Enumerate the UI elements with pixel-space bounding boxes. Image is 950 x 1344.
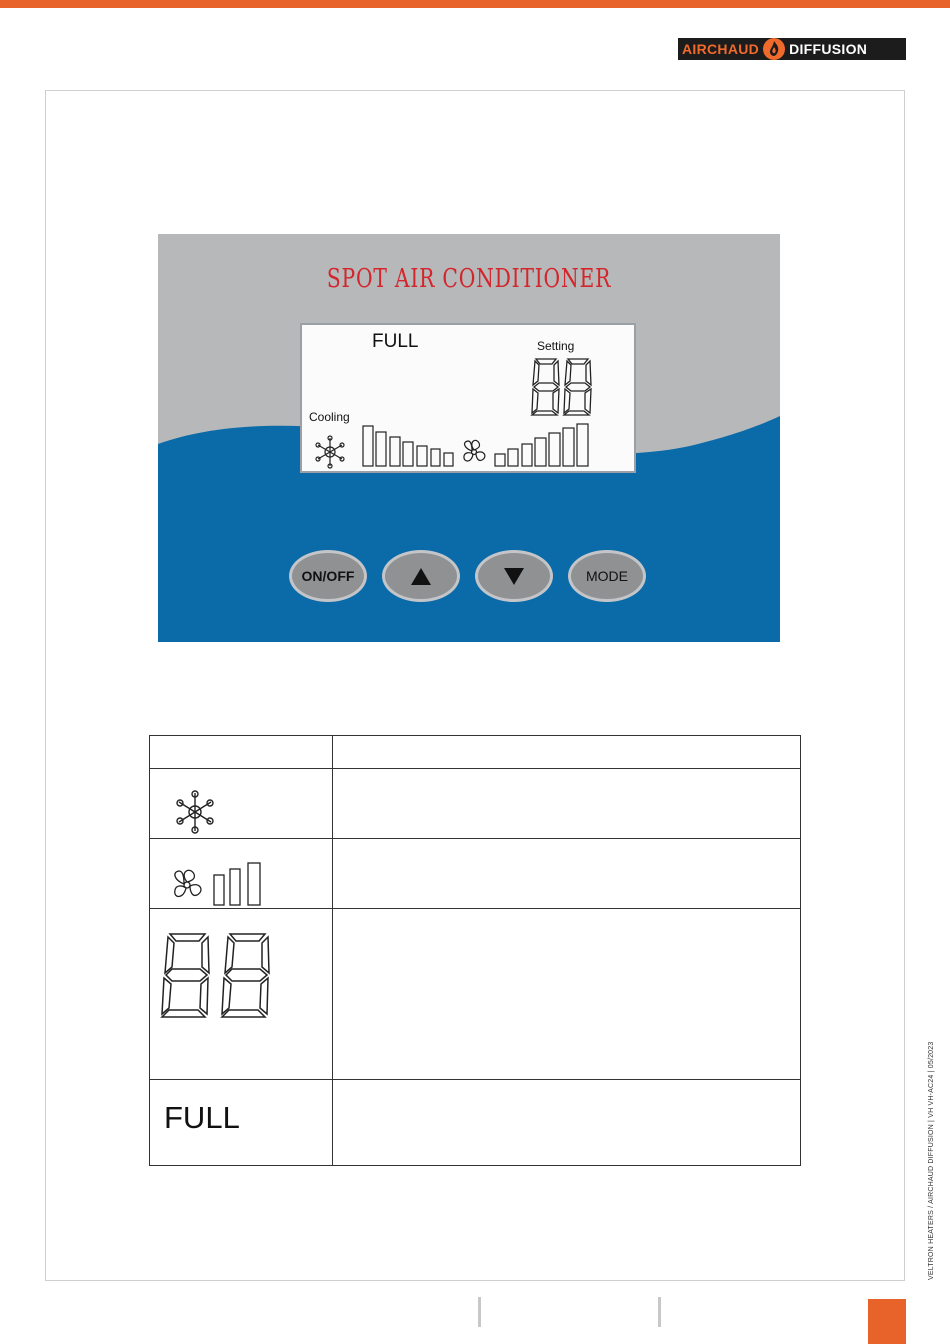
- table-header-row: [150, 736, 801, 769]
- mode-label: MODE: [586, 568, 628, 584]
- table-row: [150, 909, 801, 1080]
- lcd-full-label: FULL: [372, 331, 419, 352]
- top-accent-bar: [0, 0, 950, 8]
- footer-separator: [658, 1297, 661, 1327]
- on-off-button[interactable]: [289, 550, 367, 602]
- table-row: [150, 839, 801, 909]
- table-row: [150, 1080, 801, 1166]
- lcd-digit-1: [532, 359, 559, 415]
- table-header-cell: [332, 736, 800, 769]
- lcd-graphics: [302, 325, 634, 471]
- up-button[interactable]: [382, 550, 460, 602]
- legend-full-label: FULL: [164, 1100, 240, 1135]
- legend-icon-cell: [150, 909, 333, 1080]
- lcd-left-bars: [363, 426, 453, 466]
- down-arrow-icon: [504, 568, 524, 585]
- lcd-fan-icon: [464, 440, 485, 461]
- footer-separator: [478, 1297, 481, 1327]
- flame-logo-icon: [762, 37, 786, 61]
- lcd-cooling-label: Cooling: [309, 410, 350, 424]
- lcd-snowflake-icon: [316, 436, 344, 468]
- segment-digit-1: [162, 934, 209, 1017]
- legend-icon-cell: [150, 769, 333, 839]
- panel-title: SPOT AIR CONDITIONER: [326, 264, 612, 294]
- lcd-digit-2: [564, 359, 591, 415]
- brand-logo: [678, 38, 906, 60]
- legend-description-cell: [332, 769, 800, 839]
- page-corner-tab: [868, 1299, 906, 1344]
- control-panel-image: [158, 234, 780, 642]
- fan-speed-icon: [150, 839, 333, 909]
- mode-button[interactable]: [568, 550, 646, 602]
- legend-table: [149, 735, 801, 1166]
- table-header-cell: [150, 736, 333, 769]
- lcd-display: [300, 323, 636, 473]
- up-arrow-icon: [411, 568, 431, 585]
- segment-digit-2: [222, 934, 269, 1017]
- legend-icon-cell: [150, 1080, 333, 1166]
- brand-name-right: DIFFUSION: [789, 41, 868, 57]
- lcd-setting-label: Setting: [537, 339, 575, 353]
- brand-name-left: AIRCHAUD: [682, 41, 760, 57]
- table-row: [150, 769, 801, 839]
- legend-description-cell: [332, 909, 800, 1080]
- vertical-footer-text: VELTRON HEATERS / AIRCHAUD DIFFUSION | VH VH-AC24 | 05/2023: [928, 1041, 935, 1280]
- seven-segment-digits: [150, 909, 333, 1080]
- legend-description-cell: [332, 839, 800, 909]
- lcd-right-bars: [495, 424, 588, 466]
- on-off-label: ON/OFF: [301, 568, 355, 584]
- snowflake-icon: [150, 769, 333, 839]
- legend-description-cell: [332, 1080, 800, 1166]
- down-button[interactable]: [475, 550, 553, 602]
- legend-icon-cell: [150, 839, 333, 909]
